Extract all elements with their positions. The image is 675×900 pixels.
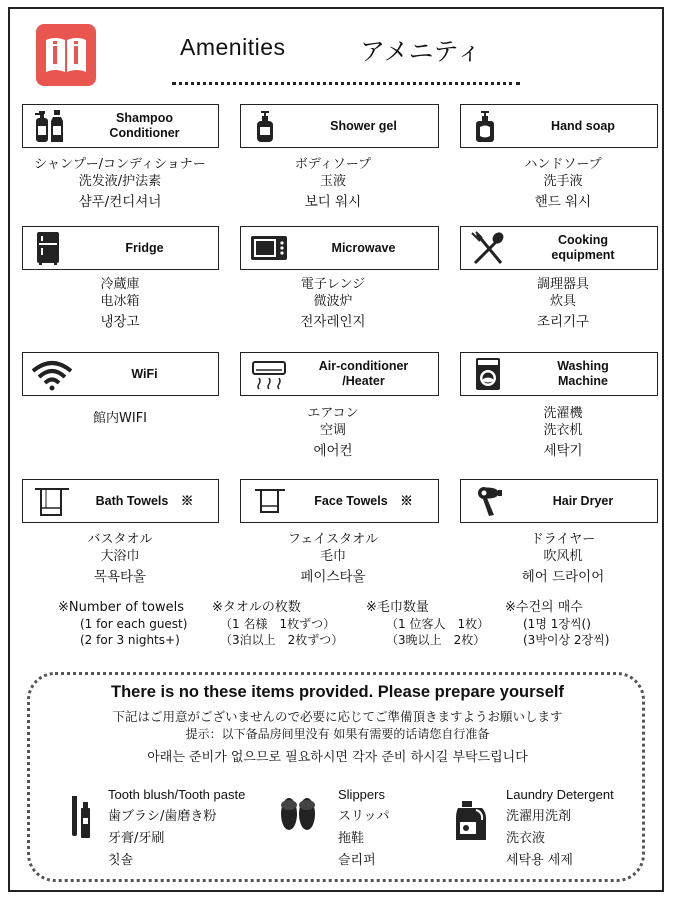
amenity-name: Fridge xyxy=(125,240,164,255)
slippers-icon xyxy=(278,796,318,832)
towel-note-en xyxy=(58,600,187,648)
desc-ko: 냉장고 xyxy=(100,314,140,330)
desc-line: 調理器具 xyxy=(536,277,589,292)
amenity-desc-face-towels xyxy=(228,531,438,586)
extra-line: 拖鞋 xyxy=(338,831,365,846)
amenity-name: Hair Dryer xyxy=(552,493,614,508)
title-divider xyxy=(172,82,520,85)
amenity-desc-bath-towels xyxy=(15,531,225,586)
towel-note-zh xyxy=(366,600,489,648)
amenity-desc-microwave xyxy=(228,276,438,331)
washing-machine-icon xyxy=(467,357,513,391)
desc-line: バスタオル xyxy=(87,532,153,547)
amenity-fridge xyxy=(22,226,219,270)
amenity-microwave xyxy=(240,226,439,270)
soap-bottle-icon xyxy=(467,109,513,143)
extra-line: 칫솔 xyxy=(108,853,134,868)
desc-ko: 보디 워시 xyxy=(304,194,362,210)
pump-bottle-icon xyxy=(247,109,293,143)
extra-line: 洗衣液 xyxy=(506,831,546,846)
desc-ko: 헤어 드라이어 xyxy=(521,569,605,585)
extra-name: Tooth blush/Tooth paste xyxy=(108,787,246,802)
amenity-name: Face Towels ※ xyxy=(314,493,413,508)
amenity-face-towels xyxy=(240,479,439,523)
desc-line: 微波炉 xyxy=(313,294,353,309)
amenity-name: Microwave xyxy=(331,240,396,255)
desc-line: ドライヤー xyxy=(530,532,596,547)
wifi-icon xyxy=(29,357,75,391)
desc-line: 空调 xyxy=(319,423,346,438)
desc-line: ハンドソープ xyxy=(524,157,602,172)
amenity-desc-washing-machine xyxy=(458,405,668,460)
note-heading: ※수건의 매수 xyxy=(505,600,583,615)
amenity-washing-machine xyxy=(460,352,658,396)
desc-ko: 세탁기 xyxy=(543,443,583,459)
amenity-hair-dryer xyxy=(460,479,658,523)
fork-spoon-icon xyxy=(467,231,513,265)
desc-ko: 전자레인지 xyxy=(300,314,366,330)
note-line: (3박이상 2장씩) xyxy=(523,633,610,647)
note-line: （1 位客人 1枚） xyxy=(386,617,490,631)
amenity-shower-gel xyxy=(240,104,439,148)
bath-towel-icon xyxy=(29,484,75,518)
extra-line: 洗濯用洗剤 xyxy=(506,809,572,824)
amenity-name: Shampoo Conditioner xyxy=(109,111,180,140)
desc-line: 洗手液 xyxy=(543,174,583,189)
air-conditioner-icon xyxy=(247,357,293,391)
extra-line: 牙膏/牙刷 xyxy=(108,831,165,846)
extra-name: Laundry Detergent xyxy=(506,787,614,802)
desc-line: 玉液 xyxy=(319,174,346,189)
notice-en: There is no these items provided. Please prepare yourself xyxy=(110,683,564,701)
amenity-hand-soap xyxy=(460,104,658,148)
amenity-name: Hand soap xyxy=(551,118,615,133)
amenity-desc-hair-dryer xyxy=(458,531,668,586)
extra-name: Slippers xyxy=(338,787,385,802)
toothbrush-icon xyxy=(70,794,92,840)
amenity-name: Air-conditioner /Heater xyxy=(318,359,409,388)
amenity-desc-hand-soap xyxy=(458,156,668,211)
desc-line: 館内WIFI xyxy=(93,411,147,426)
page-title-ja: アメニティ xyxy=(360,37,482,66)
detergent-icon xyxy=(452,800,490,842)
microwave-icon xyxy=(247,231,293,265)
desc-line: シャンプー/コンディショナー xyxy=(34,157,206,172)
extra-line: 슬리퍼 xyxy=(338,853,376,868)
amenity-desc-cooking xyxy=(458,276,668,331)
notice-ja: 下記はご用意がございませんので必要に応じてご準備頂きますようお願いします xyxy=(112,709,563,724)
shampoo-bottles-icon xyxy=(29,109,75,143)
note-line: (2 for 3 nights+) xyxy=(80,633,180,647)
note-heading: ※Number of towels xyxy=(58,600,184,615)
fridge-icon xyxy=(29,231,75,265)
desc-ko: 목욕타올 xyxy=(93,569,147,585)
amenity-cooking xyxy=(460,226,658,270)
desc-line: 毛巾 xyxy=(319,549,346,564)
amenity-desc-air-conditioner xyxy=(228,405,438,460)
desc-ko: 에어컨 xyxy=(313,443,353,459)
amenity-wifi xyxy=(22,352,219,396)
note-line: (1명 1장씩() xyxy=(523,617,591,631)
amenity-shampoo xyxy=(22,104,219,148)
face-towel-icon xyxy=(247,484,293,518)
towel-note-ja xyxy=(212,600,343,648)
desc-ko: 핸드 워시 xyxy=(534,194,592,210)
note-line: (1 for each guest) xyxy=(80,617,188,631)
desc-line: 炊具 xyxy=(549,294,576,309)
amenity-desc-shower-gel xyxy=(228,156,438,211)
desc-line: 大浴巾 xyxy=(100,549,140,564)
desc-ko: 페이스타올 xyxy=(300,569,366,585)
amenity-name: Cooking equipment xyxy=(551,233,615,262)
desc-line: 冷蔵庫 xyxy=(100,277,140,292)
desc-line: 洗濯機 xyxy=(543,406,583,421)
notice-zh: 提示：以下备品房间里没有 如果有需要的话请您自行准备 xyxy=(185,727,490,741)
desc-line: 电冰箱 xyxy=(100,294,140,309)
book-logo xyxy=(36,24,96,86)
note-heading: ※毛巾数量 xyxy=(366,600,429,615)
amenity-name: WiFi xyxy=(131,366,158,381)
page-title: Amenities xyxy=(180,34,286,60)
note-line: （1 名様 1枚ずつ） xyxy=(220,617,336,631)
amenity-desc-wifi xyxy=(15,410,225,427)
desc-line: フェイスタオル xyxy=(287,532,379,547)
desc-line: 電子レンジ xyxy=(300,277,366,292)
amenity-name: Washing Machine xyxy=(557,359,609,388)
note-line: （3晚以上 2枚） xyxy=(386,633,486,647)
amenity-name: Bath Towels ※ xyxy=(95,493,194,508)
amenity-desc-shampoo xyxy=(15,156,225,211)
desc-ko: 샴푸/컨디셔너 xyxy=(78,194,162,210)
desc-line: ボディソープ xyxy=(294,157,372,172)
note-heading: ※タオルの枚数 xyxy=(212,600,301,615)
amenity-desc-fridge xyxy=(15,276,225,331)
desc-line: エアコン xyxy=(307,406,359,421)
amenity-name: Shower gel xyxy=(330,118,397,133)
note-line: （3泊以上 2枚ずつ） xyxy=(220,633,344,647)
desc-line: 洗衣机 xyxy=(543,423,583,438)
extra-line: 歯ブラシ/歯磨き粉 xyxy=(108,809,217,824)
amenity-bath-towels xyxy=(22,479,219,523)
notice-ko: 아래는 준비가 없으므로 필요하시면 각자 준비 하시길 부탁드립니다 xyxy=(147,750,528,765)
desc-ko: 조리기구 xyxy=(536,314,590,330)
amenity-air-conditioner xyxy=(240,352,439,396)
desc-line: 洗发液/护法素 xyxy=(78,174,162,189)
desc-line: 吹风机 xyxy=(543,549,583,564)
extra-line: 세탁용 세제 xyxy=(506,853,573,868)
extra-line: スリッパ xyxy=(338,809,390,824)
hair-dryer-icon xyxy=(467,484,513,518)
towel-note-ko xyxy=(505,600,609,648)
